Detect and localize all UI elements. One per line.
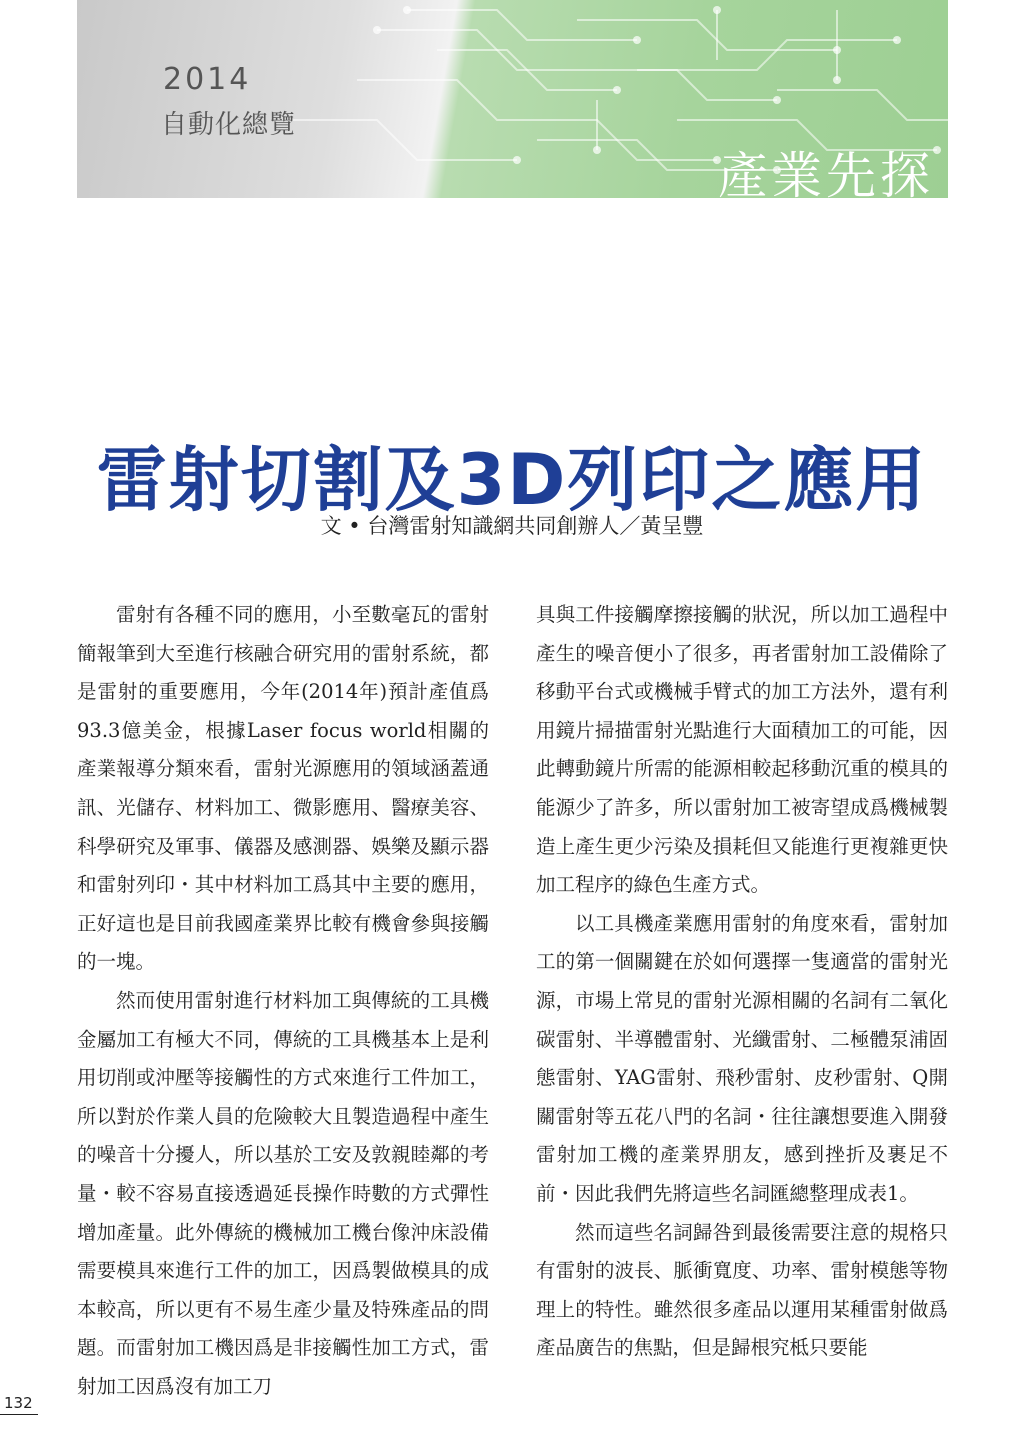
- banner-year: 2014: [163, 62, 252, 97]
- banner-subtitle: 自動化總覽: [161, 110, 297, 140]
- paragraph: 以工具機產業應用雷射的角度來看，雷射加工的第一個關鍵在於如何選擇一隻適當的雷射光源，市場上常見的雷射光源相關的名詞有二氧化碳雷射、半導體雷射、光纖雷射、二極體泵浦固態雷射、YAG雷射、飛秒雷射、皮秒雷射、Q開關雷射等五花八門的名詞・往往讓想要進入開發雷射加工機的產業界朋友，感到挫折及裹足不前・因此我們先將這些名詞匯總整理成表1。: [536, 911, 948, 1205]
- left-column: [77, 596, 489, 1406]
- header-banner: [77, 0, 948, 198]
- article-byline: 文 • 台灣雷射知識網共同創辦人／黃呈豐: [320, 514, 704, 538]
- right-column: [536, 596, 948, 1368]
- paragraph: 雷射有各種不同的應用，小至數毫瓦的雷射簡報筆到大至進行核融合研究用的雷射系統，都是雷射的重要應用，今年(2014年)預計產值爲93.3億美金，根據Laser focus world相關的產業報導分類來看，雷射光源應用的領域涵蓋通訊、光儲存、材料加工、微影應用、醫療美容、科學研究及軍事、儀器及感測器、娛樂及顯示器和雷射列印・其中材料加工爲其中主要的應用，正好這也是目前我國產業界比較有機會參與接觸的一塊。: [77, 603, 489, 974]
- paragraph: 然而這些名詞歸咎到最後需要注意的規格只有雷射的波長、脈衝寬度、功率、雷射模態等物理上的特性。雖然很多產品以運用某種雷射做爲產品廣告的焦點，但是歸根究柢只要能: [536, 1220, 948, 1360]
- paragraph: 然而使用雷射進行材料加工與傳統的工具機金屬加工有極大不同，傳統的工具機基本上是利用切削或沖壓等接觸性的方式來進行工件加工，所以對於作業人員的危險較大且製造過程中產生的噪音十分擾人，所以基於工安及敦親睦鄰的考量・較不容易直接透過延長操作時數的方式彈性增加產量。此外傳統的機械加工機台像沖床設備需要模具來進行工件的加工，因爲製做模具的成本較高，所以更有不易生產少量及特殊產品的問題。而雷射加工機因爲是非接觸性加工方式，雷射加工因爲沒有加工刀: [77, 988, 489, 1398]
- article-title: 雷射切割及3D列印之應用: [96, 438, 928, 521]
- paragraph: 具與工件接觸摩擦接觸的狀況，所以加工過程中產生的噪音便小了很多，再者雷射加工設備除了移動平台式或機械手臂式的加工方法外，還有利用鏡片掃描雷射光點進行大面積加工的可能，因此轉動鏡片所需的能源相較起移動沉重的模具的能源少了許多，所以雷射加工被寄望成爲機械製造上產生更少污染及損耗但又能進行更複雜更快加工程序的綠色生產方式。: [536, 603, 948, 897]
- section-label: 產業先探: [718, 147, 934, 198]
- page-number: 132: [0, 1394, 38, 1415]
